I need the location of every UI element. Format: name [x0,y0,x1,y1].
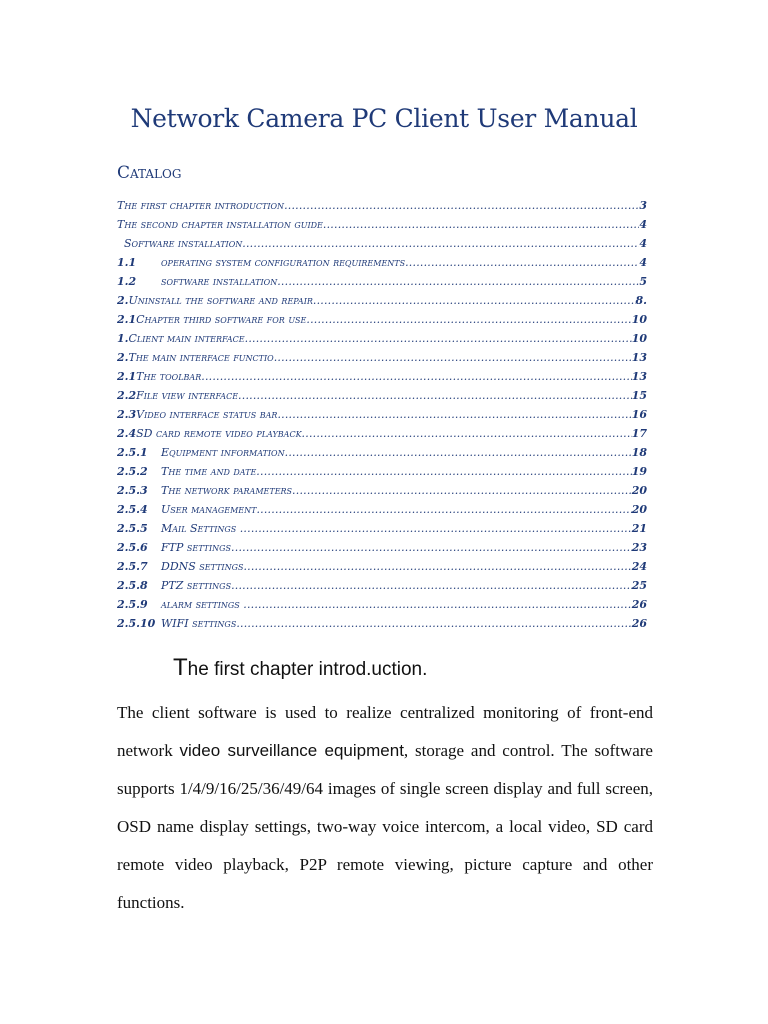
toc-entry[interactable] [117,272,647,291]
toc-entry[interactable] [117,576,647,595]
toc-entry-page: 17 [631,427,647,440]
toc-entry-number: 1. [117,332,129,345]
table-of-contents [117,196,647,633]
toc-entry[interactable] [117,462,647,481]
toc-entry-leader [231,576,632,595]
toc-entry-label: The second chapter installation guide [117,218,323,231]
toc-entry-page: 10 [631,332,647,345]
toc-entry-leader [242,234,639,253]
toc-entry-label: software installation [161,275,278,288]
toc-entry-leader [245,329,632,348]
toc-entry-page: 21 [631,522,647,535]
toc-entry[interactable] [117,329,647,348]
toc-entry[interactable] [117,614,647,633]
toc-entry-page: 10 [631,313,647,326]
toc-entry[interactable] [117,519,647,538]
toc-entry-page: 19 [631,465,647,478]
toc-entry-label: operating system configuration requirements [161,256,406,269]
toc-entry[interactable] [117,291,647,310]
toc-entry-number: 2.5.6 [117,541,148,554]
toc-entry-page: 18 [631,446,647,459]
toc-entry-leader [243,557,631,576]
toc-entry[interactable] [117,405,647,424]
toc-entry-leader [277,405,631,424]
toc-entry-leader [302,424,632,443]
toc-entry-label: The network parameters [161,484,293,497]
toc-entry-label: File view interface [136,389,239,402]
toc-entry-label: Chapter third software for use [136,313,307,326]
toc-entry-page: 15 [631,389,647,402]
section-heading [173,654,427,682]
toc-entry-label: DDNS settings [161,560,244,573]
toc-entry-number: 2.3 [117,408,137,421]
toc-entry-label: Video interface status bar [136,408,278,421]
section-heading-text: he first chapter introd.uction. [187,659,428,680]
toc-entry-leader [240,519,632,538]
toc-entry-label: The main interface functio [128,351,274,364]
toc-entry-page: 13 [631,351,647,364]
toc-entry-page: 4 [639,256,647,269]
toc-entry[interactable] [117,386,647,405]
toc-entry-page: 13 [631,370,647,383]
toc-entry-label: PTZ settings [161,579,232,592]
toc-entry[interactable] [117,538,647,557]
toc-entry-number: 2.5.4 [117,503,148,516]
toc-entry-label: The first chapter introduction [117,199,285,212]
toc-entry-leader [292,481,632,500]
toc-entry-label: The time and date [161,465,257,478]
toc-entry-page: 25 [631,579,647,592]
toc-entry-number: 2.5.1 [117,446,148,459]
toc-entry-number: 2.1 [117,370,137,383]
section-heading-initial: T [173,654,188,681]
toc-entry[interactable] [117,595,647,614]
toc-entry-leader [236,614,631,633]
toc-entry[interactable] [117,348,647,367]
toc-entry-leader [285,443,632,462]
toc-entry-leader [243,595,631,614]
toc-entry-number: 2.1 [117,313,137,326]
toc-entry[interactable] [117,215,647,234]
toc-entry-label: WIFI settings [161,617,237,630]
toc-entry-page: 4 [639,218,647,231]
toc-entry-leader [201,367,631,386]
toc-entry[interactable] [117,253,647,272]
toc-entry-leader [284,196,639,215]
intro-paragraph-part1: The client software is used to realize centralized monitoring of front-end network [117,703,653,760]
toc-entry[interactable] [117,500,647,519]
toc-entry-number: 1.1 [117,256,137,269]
toc-entry-page: 24 [631,560,647,573]
toc-entry-label: FTP settings [161,541,232,554]
toc-entry-number: 2.5.7 [117,560,148,573]
toc-entry[interactable] [117,367,647,386]
toc-entry-page: 20 [631,503,647,516]
toc-entry-page: 5 [639,275,647,288]
toc-entry[interactable] [117,443,647,462]
toc-entry-number: 2.5.2 [117,465,148,478]
toc-entry-label: Mail Settings [161,522,240,535]
toc-entry[interactable] [117,196,647,215]
toc-entry-leader [238,386,632,405]
intro-paragraph-highlight: video surveillance equipment [179,741,404,760]
toc-entry-page: 8. [635,294,647,307]
toc-entry-label: SD card remote video playback [136,427,302,440]
toc-entry-label: User management [161,503,257,516]
toc-entry-label: Uninstall the software and repair [128,294,313,307]
toc-entry[interactable] [117,424,647,443]
toc-entry-page: 3 [639,199,647,212]
toc-entry-leader [277,272,639,291]
intro-paragraph-part2: , storage and control. The software supports 1/4/9/16/25/36/49/64 images of single screen display and full screen, OSD name display settings, two-way voice intercom, a local video, SD card remote video playback, P2P remote viewing, picture capture and other functions. [117,741,653,912]
toc-entry[interactable] [117,310,647,329]
toc-entry[interactable] [117,557,647,576]
toc-entry-page: 4 [639,237,647,250]
toc-entry[interactable] [117,234,647,253]
toc-entry-number: 2.4 [117,427,137,440]
toc-entry-number: 2.5.3 [117,484,148,497]
toc-entry-page: 26 [631,617,647,630]
toc-entry-number: 2.5.10 [117,617,156,630]
toc-entry-number: 2. [117,294,129,307]
intro-paragraph [117,694,653,922]
toc-entry-leader [405,253,639,272]
toc-entry-label: Equipment information [161,446,285,459]
toc-entry-leader [256,500,631,519]
toc-entry-number: 2.2 [117,389,137,402]
toc-entry-page: 23 [631,541,647,554]
toc-entry[interactable] [117,481,647,500]
toc-entry-leader [256,462,631,481]
toc-entry-label: The toolbar [136,370,202,383]
toc-entry-leader [323,215,639,234]
toc-entry-page: 20 [631,484,647,497]
toc-entry-label: Client main interface [128,332,245,345]
toc-entry-leader [313,291,636,310]
catalog-heading: Catalog [117,163,182,183]
toc-entry-number: 2.5.5 [117,522,148,535]
toc-entry-number: 1.2 [117,275,137,288]
toc-entry-number: 2. [117,351,129,364]
toc-entry-number: 2.5.8 [117,579,148,592]
toc-entry-label: Software installation [117,237,243,250]
toc-entry-number: 2.5.9 [117,598,148,611]
toc-entry-page: 16 [631,408,647,421]
toc-entry-leader [231,538,632,557]
toc-entry-leader [306,310,631,329]
document-title: Network Camera PC Client User Manual [130,104,638,133]
toc-entry-page: 26 [631,598,647,611]
toc-entry-label: alarm settings [161,598,244,611]
toc-entry-leader [274,348,632,367]
